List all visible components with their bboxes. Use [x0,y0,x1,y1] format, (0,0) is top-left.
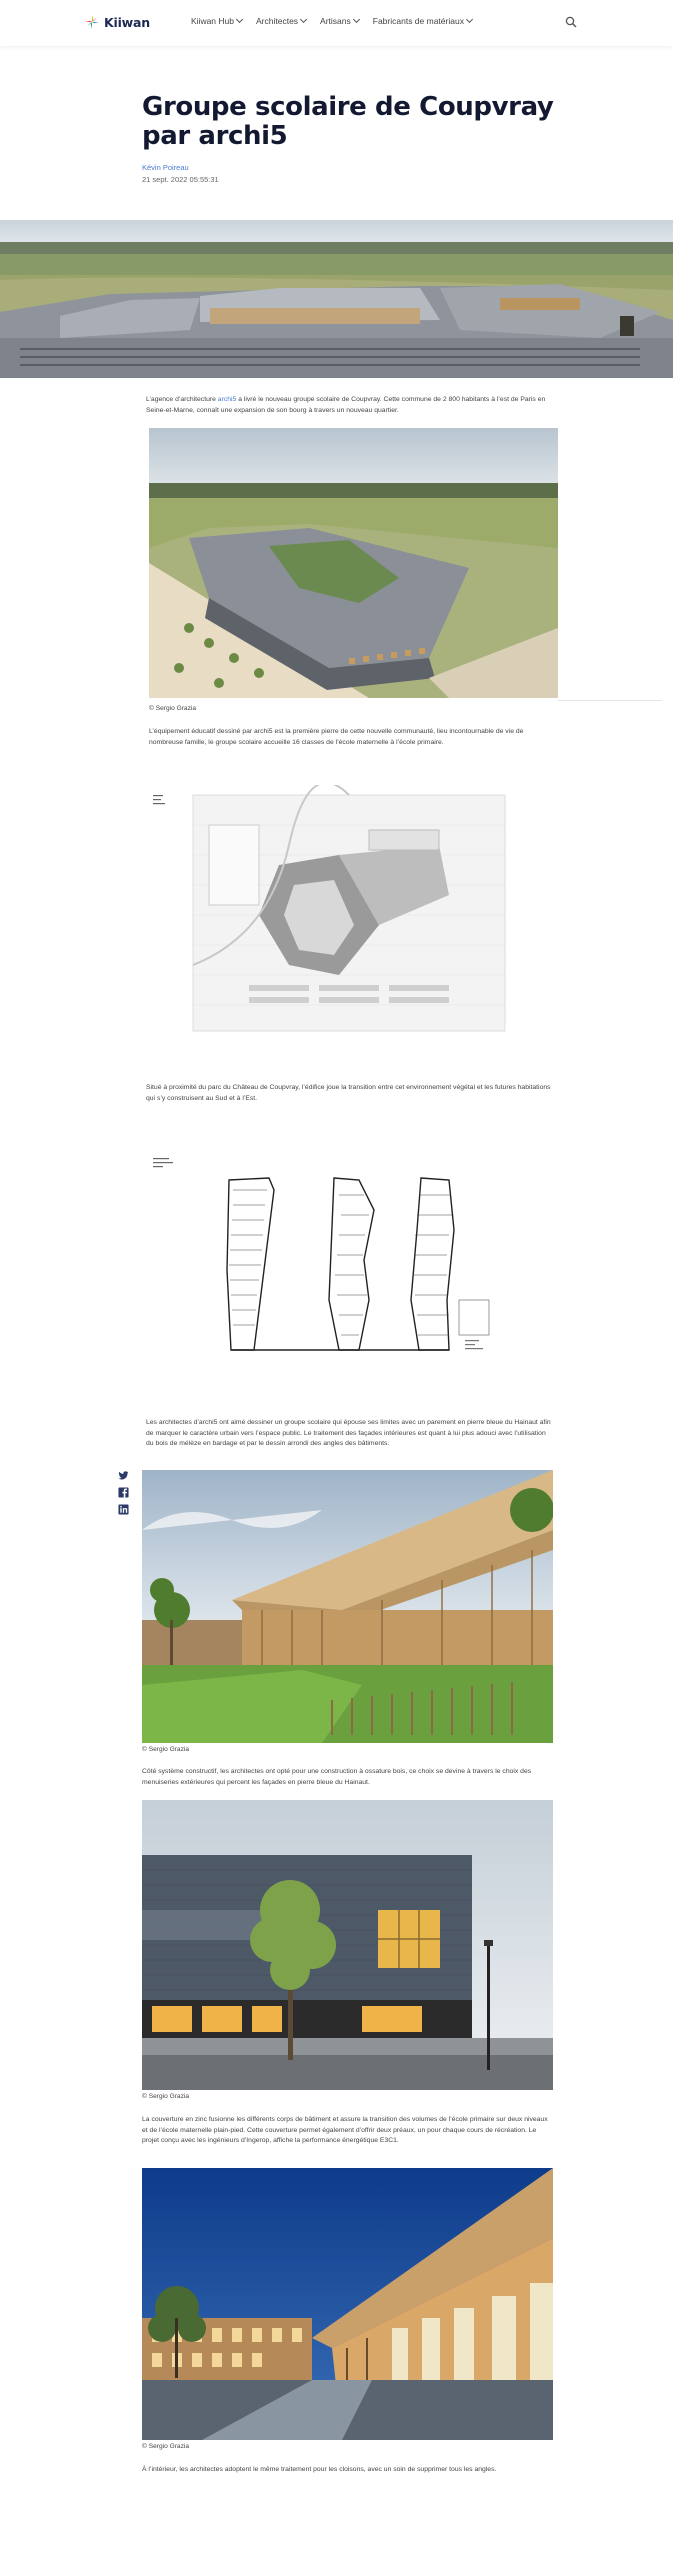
article-title: Groupe scolaire de Coupvray par archi5 [142,92,554,151]
article-date: 21 sept. 2022 05:55:31 [142,175,219,184]
archi5-link[interactable]: archi5 [217,396,237,403]
site-header [0,0,673,46]
logo-text: Kiiwan [104,14,150,30]
chevron-down-icon [353,16,360,23]
nav-label: Artisans [320,16,351,26]
nav-artisans[interactable] [320,16,359,26]
photo-credit: © Sergio Grazia [142,2093,190,2100]
chevron-down-icon [466,16,473,23]
divider [558,700,662,701]
hero-photo [0,220,673,378]
twitter-icon[interactable] [118,1470,129,1481]
photo-credit: © Sergio Grazia [142,2443,190,2450]
paragraph-text: a livré le nouveau groupe scolaire de Coupvray. Cette commune de 2 800 habitants à l’est de Paris en Seine-et-Marne, connaît une expansion de son bourg à travers un nouveau quartier. [146,396,546,414]
paragraph-7: À l’intérieur, les architectes adoptent le même traitement pour les cloisons, avec un soin de supprimer tous les angles. [142,2466,497,2473]
nav-fabricants[interactable] [373,16,472,26]
nav-label: Fabricants de matériaux [372,16,464,26]
paragraph-intro [146,395,552,416]
paragraph-6: La couverture en zinc fusionne les différents corps de bâtiment et assure la transition des volumes de l’école primaire sur deux niveaux et de l’école maternelle plain-pied. Cette couverture permet également d’offrir deux préaux, un pour chaque cours de récréation. Le projet conçu avec les ingénieurs d’Ingerop, affiche la performance énergétique E3C1. [142,2116,548,2144]
nav-label: Kiiwan Hub [191,16,234,26]
paragraph-text: L’agence d’architecture [146,396,218,403]
floor-plan-drawing [149,1150,509,1360]
canopy-photo [142,1470,553,1743]
main-nav [191,16,472,26]
nav-kiiwan-hub[interactable] [191,16,242,26]
site-plan-drawing [149,785,521,1045]
photo-credit: © Sergio Grazia [149,705,197,712]
chevron-down-icon [300,16,307,23]
article-author[interactable]: Kévin Poireau [142,163,189,172]
facade-photo [142,1800,553,2090]
paragraph-5: Côté système constructif, les architectes ont opté pour une construction à ossature bois, ce choix se devine à travers le choix des menuiseries extérieures qui percent les façades en pierre bleue du Hainaut. [142,1768,532,1786]
search-icon[interactable] [565,16,577,28]
paragraph-4: Les architectes d’archi5 ont aimé dessiner un groupe scolaire qui épouse ses limites avec un parement en pierre bleue du Hainaut afin de marquer le caractère urbain vers l’espace public. Le traitement des façades intérieures est quant à lui plus adouci avec l’utilisation du bois de mélèze en bardage et par le dessin arrondi des angles des bâtiments. [146,1419,551,1447]
aerial-photo [149,428,558,698]
facebook-icon[interactable] [118,1487,129,1498]
photo-credit: © Sergio Grazia [142,1746,190,1753]
logo[interactable] [84,14,150,30]
paragraph-3: Situé à proximité du parc du Château de Coupvray, l’édifice joue la transition entre cet environnement végétal et les futures habitations qui s’y construisent au Sud et à l’Est. [146,1084,551,1102]
courtyard-night-photo [142,2168,553,2440]
linkedin-icon[interactable] [118,1504,129,1515]
kiiwan-logo-icon [84,14,100,30]
paragraph-2: L’équipement éducatif dessiné par archi5 est la première pierre de cette nouvelle communauté, lieu incontournable de vie de nombreuse famille, le groupe scolaire accueille 16 classes de l’école maternelle à l’école primaire. [149,728,524,746]
nav-label: Architectes [256,16,299,26]
chevron-down-icon [236,16,243,23]
nav-architectes[interactable] [256,16,306,26]
